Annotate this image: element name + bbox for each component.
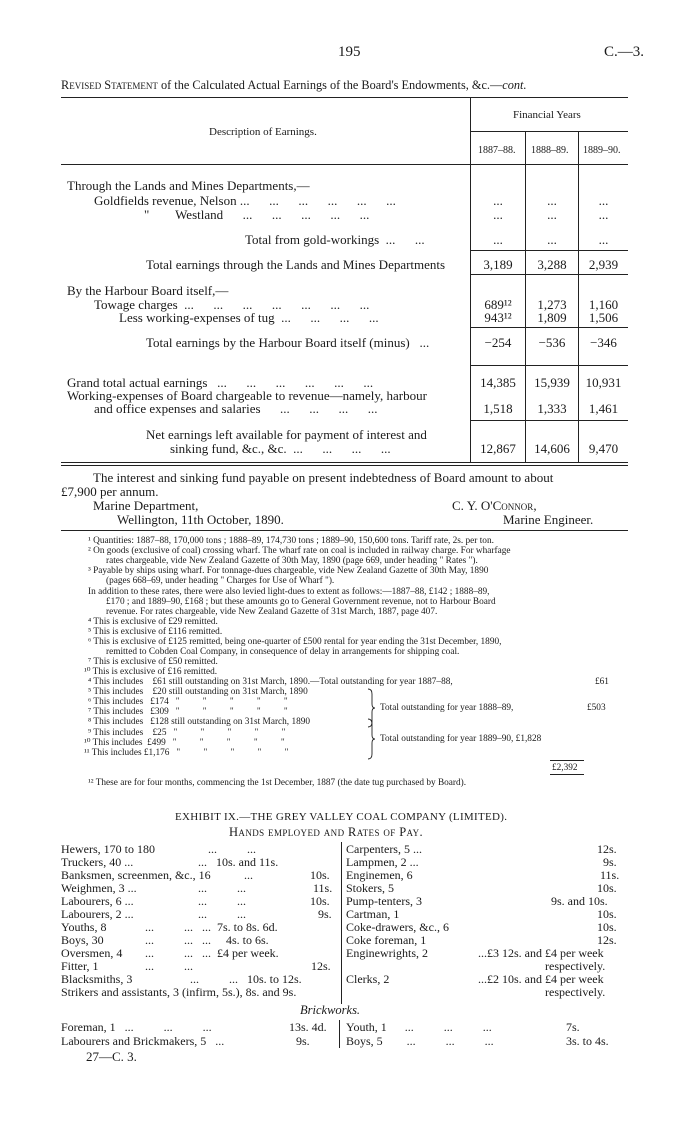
- exhibit-right-rate: ...£3 12s. and £4 per week: [478, 946, 604, 960]
- footnote: ² On goods (exclusive of coal) crossing wharf. The wharf rate on coal is included in railway charge. For wharfage: [88, 546, 511, 556]
- exhibit-right-rate: respectively.: [545, 985, 606, 999]
- table-cell: 1,809: [537, 310, 567, 325]
- exhibit-left-label: Boys, 30: [61, 933, 104, 947]
- exhibit-left-dots: ... ...: [198, 907, 246, 921]
- footnote: ⁴ This is exclusive of £29 remitted.: [88, 617, 218, 627]
- table-cell: ...: [598, 193, 609, 208]
- exhibit-subtitle: Hands employed and Rates of Pay.: [229, 825, 424, 839]
- exhibit-left-label: Oversmen, 4: [61, 946, 123, 960]
- table-cell: ...: [598, 207, 609, 222]
- table-row-label: Net earnings left available for payment of interest and: [146, 427, 427, 442]
- exhibit-right-rate: 10s.: [597, 920, 617, 934]
- footnote: ³ Payable by ships using wharf. For tonnage-dues chargeable, vide New Zealand Gazette of 30th May, 1890: [88, 566, 489, 576]
- table-cell: 14,385: [480, 375, 516, 390]
- exhibit-left-label: Blacksmiths, 3: [61, 972, 133, 986]
- table-cell: ...: [547, 193, 557, 208]
- signature-title: Marine Engineer.: [503, 512, 594, 527]
- financial-years-underline: [470, 131, 628, 132]
- brickworks-title: Brickworks.: [300, 1003, 361, 1017]
- table-row-label: Total earnings through the Lands and Mines Departments: [146, 257, 446, 272]
- year-header-1889: 1889–90.: [583, 145, 621, 156]
- exhibit-left-dots: ... ...: [208, 842, 256, 856]
- table-row-label: Through the Lands and Mines Departments,—: [67, 178, 310, 193]
- exhibit-right-label: Coke-drawers, &c., 6: [346, 920, 449, 934]
- outstanding-grand-total: £2,392: [552, 763, 578, 773]
- table-cell: 1,461: [588, 401, 619, 416]
- table-cell: ...: [493, 207, 503, 222]
- subtotal-rule: [471, 250, 628, 251]
- exhibit-right-label: Carpenters, 5 ...: [346, 842, 422, 856]
- table-cell: 1,518: [483, 401, 513, 416]
- table-bottom-rule-2: [61, 465, 628, 466]
- exhibit-right-rate: 11s.: [600, 868, 620, 882]
- table-cell: 15,939: [534, 375, 570, 390]
- year-header-1888: 1888–89.: [531, 145, 569, 156]
- signature-name-post: ,: [533, 498, 537, 513]
- table-cell: ...: [547, 207, 557, 222]
- table-cell: −536: [538, 335, 566, 350]
- exhibit-left-rate: 10s.: [310, 868, 330, 882]
- statement-title-cont: cont.: [502, 78, 527, 92]
- outstanding-row: ⁹ This includes £25 " " " " ": [88, 728, 286, 738]
- outstanding-row: ⁸ This includes £128 still outstanding on 31st March, 1890: [88, 717, 311, 727]
- section-rule: [471, 365, 628, 366]
- footnote: (pages 668–69, under heading " Charges for Use of Wharf ").: [106, 576, 335, 586]
- document-ref: C.—3.: [604, 44, 645, 60]
- outstanding-row: ⁴ This includes £61 still outstanding on 31st March, 1890.—Total outstanding for year 1887–88,: [88, 677, 453, 687]
- table-cell: 3,189: [483, 257, 513, 272]
- table-cell: ...: [493, 193, 503, 208]
- grand-total-rule-bottom: [550, 774, 584, 775]
- outstanding-total-1888-label: Total outstanding for year 1888–89,: [380, 703, 514, 713]
- table-cell: 14,606: [534, 441, 570, 456]
- footnote: ¹⁰ This is exclusive of £16 remitted.: [84, 667, 218, 677]
- exhibit-left-label: Youths, 8: [61, 920, 107, 934]
- statement-title-rest: of the Calculated Actual Earnings of the Board's Endowments, &c.—: [157, 78, 503, 92]
- exhibit-left-rate: 11s.: [313, 881, 333, 895]
- description-header: Description of Earnings.: [209, 126, 317, 138]
- section-rule: [471, 274, 628, 275]
- footnote: ¹ Quantities: 1887–88, 170,000 tons ; 1888–89, 174,730 tons ; 1889–90, 150,600 tons. Tariff rate, 2s. per ton.: [88, 536, 494, 546]
- subtotal-rule: [471, 420, 628, 421]
- interest-note-line1: The interest and sinking fund payable on present indebtedness of Board amount to about: [93, 470, 554, 485]
- footnote: ⁵ This is exclusive of £116 remitted.: [88, 627, 223, 637]
- brickworks-left-label: Labourers and Brickmakers, 5 ...: [61, 1034, 225, 1048]
- table-cell: −254: [484, 335, 512, 350]
- table-cell: 943¹²: [484, 310, 512, 325]
- exhibit-right-rate: 10s.: [597, 907, 617, 921]
- table-cell: 1,160: [588, 297, 619, 312]
- exhibit-right-label: Pump-tenters, 3: [346, 894, 422, 908]
- exhibit-left-dots: ... ...: [198, 894, 246, 908]
- exhibit-left-rate: 10s.: [310, 894, 330, 908]
- table-row-label: Working-expenses of Board chargeable to revenue—namely, harbour: [67, 388, 427, 403]
- exhibit-left-label: Hewers, 170 to 180: [61, 842, 155, 856]
- statement-title: [61, 78, 527, 93]
- table-cell: 10,931: [585, 375, 622, 390]
- financial-years-header: Financial Years: [513, 109, 581, 121]
- table-cell: 1,506: [588, 310, 619, 325]
- table-cell: −346: [590, 335, 617, 350]
- table-row-label: Total earnings by the Harbour Board itself (minus) ...: [146, 335, 430, 350]
- exhibit-right-label: Cartman, 1: [346, 907, 400, 921]
- footnote: remitted to Cobden Coal Company, in consequence of delay in arrangements for shipping coal.: [106, 647, 460, 657]
- table-cell: 2,939: [588, 257, 619, 272]
- signature-name-caps: Connor: [492, 498, 534, 513]
- exhibit-left-label: Labourers, 2 ...: [61, 907, 134, 921]
- exhibit-left-label: Weighmen, 3 ...: [61, 881, 137, 895]
- table-row-label: Less working-expenses of tug ... ... ... ...: [119, 310, 379, 325]
- exhibit-left-rate: 9s.: [318, 907, 332, 921]
- outstanding-total-1887: £61: [595, 677, 609, 687]
- exhibit-right-rate: 12s.: [597, 933, 617, 947]
- table-cell: 1,273: [537, 297, 567, 312]
- outstanding-row: ⁶ This includes £174 " " " " ": [88, 697, 288, 707]
- footnote-12: ¹² These are for four months, commencing the 1st December, 1887 (the date tug purchased by Board).: [88, 778, 467, 788]
- brickworks-column-divider: [339, 1020, 340, 1048]
- table-row-label: sinking fund, &c., &c. ... ... ... ...: [170, 441, 391, 456]
- exhibit-right-rate: respectively.: [545, 959, 606, 973]
- footnote: ⁷ This is exclusive of £50 remitted.: [88, 657, 218, 667]
- footnote: rates chargeable, vide New Zealand Gazette of 30th May, 1890 (page 669, under heading " Rates ").: [106, 556, 478, 566]
- exhibit-left-dots: ... 10s. and 11s.: [198, 855, 279, 869]
- exhibit-left-dots: ... ... ... 7s. to 8s. 6d.: [145, 920, 278, 934]
- exhibit-right-rate: ...£2 10s. and £4 per week: [478, 972, 604, 986]
- exhibit-right-rate: 12s.: [597, 842, 617, 856]
- outstanding-total-1889: Total outstanding for year 1889–90, £1,828: [380, 734, 542, 744]
- table-bottom-rule: [61, 462, 628, 463]
- footnote: £170 ; and 1889–90, £168 ; but these amounts go to General Government revenue, not to Harbour Board: [106, 597, 496, 607]
- outstanding-row: ⁵ This includes £20 still outstanding on 31st March, 1890: [88, 687, 308, 697]
- table-cell: ...: [493, 232, 503, 247]
- table-cell: 12,867: [480, 441, 516, 456]
- table-row-label: Goldfields revenue, Nelson ... ... ... ... ... ...: [94, 193, 396, 208]
- table-cell: ...: [598, 232, 609, 247]
- exhibit-column-divider: [341, 842, 342, 1004]
- table-row-label: " Westland ... ... ... ... ...: [144, 207, 370, 222]
- exhibit-right-label: Lampmen, 2 ...: [346, 855, 419, 869]
- exhibit-right-rate: 10s.: [597, 881, 617, 895]
- exhibit-left-label: Fitter, 1: [61, 959, 99, 973]
- exhibit-left-dots: ...: [244, 868, 253, 882]
- brickworks-right-label: Boys, 5 ... ... ...: [346, 1034, 494, 1048]
- exhibit-left-dots: ... ... ... 4s. to 6s.: [145, 933, 269, 947]
- outstanding-row: ¹⁰ This includes £499 " " " " ": [84, 738, 285, 748]
- signature-mark: 27—C. 3.: [86, 1049, 137, 1064]
- signature-department: Marine Department,: [93, 498, 199, 513]
- exhibit-right-label: Coke foreman, 1: [346, 933, 427, 947]
- table-row-label: By the Harbour Board itself,—: [67, 283, 229, 298]
- interest-note-line2: £7,900 per annum.: [61, 484, 159, 499]
- exhibit-right-label: Stokers, 5: [346, 881, 394, 895]
- grand-total-rule: [550, 760, 584, 761]
- exhibit-left-dots: ... ...: [145, 959, 193, 973]
- table-header-rule: [61, 164, 628, 165]
- table-cell: 689¹²: [484, 297, 512, 312]
- outstanding-row: ¹¹ This includes £1,176 " " " " ": [84, 748, 289, 758]
- exhibit-right-label: Enginewrights, 2: [346, 946, 428, 960]
- page-number: 195: [338, 44, 361, 60]
- exhibit-right-label: Enginemen, 6: [346, 868, 413, 882]
- table-row-label: Towage charges ... ... ... ... ... ... ...: [94, 297, 370, 312]
- table-cell: 3,288: [537, 257, 567, 272]
- brickworks-right-rate: 3s. to 4s.: [566, 1034, 609, 1048]
- exhibit-left-label: Truckers, 40 ...: [61, 855, 134, 869]
- footnote: revenue. For rates chargeable, vide New Zealand Gazette of 31st March, 1887, page 407.: [106, 607, 438, 617]
- exhibit-left-label: Banksmen, screenmen, &c., 16: [61, 868, 211, 882]
- footnote: In addition to these rates, there were also levied light-dues to extent as follows:—1887–88, £142 ; 1888–89,: [88, 587, 490, 597]
- exhibit-title: EXHIBIT IX.—THE GREY VALLEY COAL COMPANY (LIMITED).: [175, 811, 508, 823]
- exhibit-right-rate: 9s.: [603, 855, 617, 869]
- table-cell: 1,333: [537, 401, 567, 416]
- brickworks-right-label: Youth, 1 ... ... ...: [346, 1020, 492, 1034]
- footnote-separator: [61, 530, 628, 531]
- table-top-rule: [61, 97, 628, 98]
- exhibit-left-dots: ... ... ... £4 per week.: [145, 946, 279, 960]
- brickworks-right-rate: 7s.: [566, 1020, 580, 1034]
- table-cell: 9,470: [588, 441, 619, 456]
- bracket-1889: [366, 718, 376, 760]
- table-row-label: Total from gold-workings ... ...: [245, 232, 425, 247]
- table-cell: ...: [547, 232, 557, 247]
- exhibit-right-rate: 9s. and 10s.: [551, 894, 608, 908]
- table-row-label: Grand total actual earnings ... ... ... ... ... ...: [67, 375, 374, 390]
- exhibit-left-dots: ... ... 10s. to 12s.: [190, 972, 302, 986]
- outstanding-total-1888-amount: £503: [587, 703, 606, 713]
- statement-title-caps: Revised Statement: [61, 78, 158, 92]
- outstanding-row: ⁷ This includes £309 " " " " ": [88, 707, 288, 717]
- exhibit-left-dots: ... ...: [198, 881, 246, 895]
- brickworks-left-rate: 9s.: [296, 1034, 310, 1048]
- exhibit-left-label: Labourers, 6 ...: [61, 894, 134, 908]
- exhibit-left-rate: 12s.: [311, 959, 331, 973]
- table-row-label: and office expenses and salaries ... ... ... ...: [94, 401, 378, 416]
- signature-place-date: Wellington, 11th October, 1890.: [117, 512, 284, 527]
- exhibit-right-label: Clerks, 2: [346, 972, 390, 986]
- year-header-1887: 1887–88.: [478, 145, 516, 156]
- brickworks-left-rate: 13s. 4d.: [289, 1020, 327, 1034]
- exhibit-left-label: Strikers and assistants, 3 (infirm, 5s.), 8s. and 9s.: [61, 985, 297, 999]
- signature-name-pre: C. Y. O': [452, 498, 493, 513]
- footnote: ⁶ This is exclusive of £125 remitted, being one-quarter of £500 rental for year ending the 31st December, 1890,: [88, 637, 502, 647]
- subtotal-rule: [471, 327, 628, 328]
- brickworks-left-label: Foreman, 1 ... ... ...: [61, 1020, 212, 1034]
